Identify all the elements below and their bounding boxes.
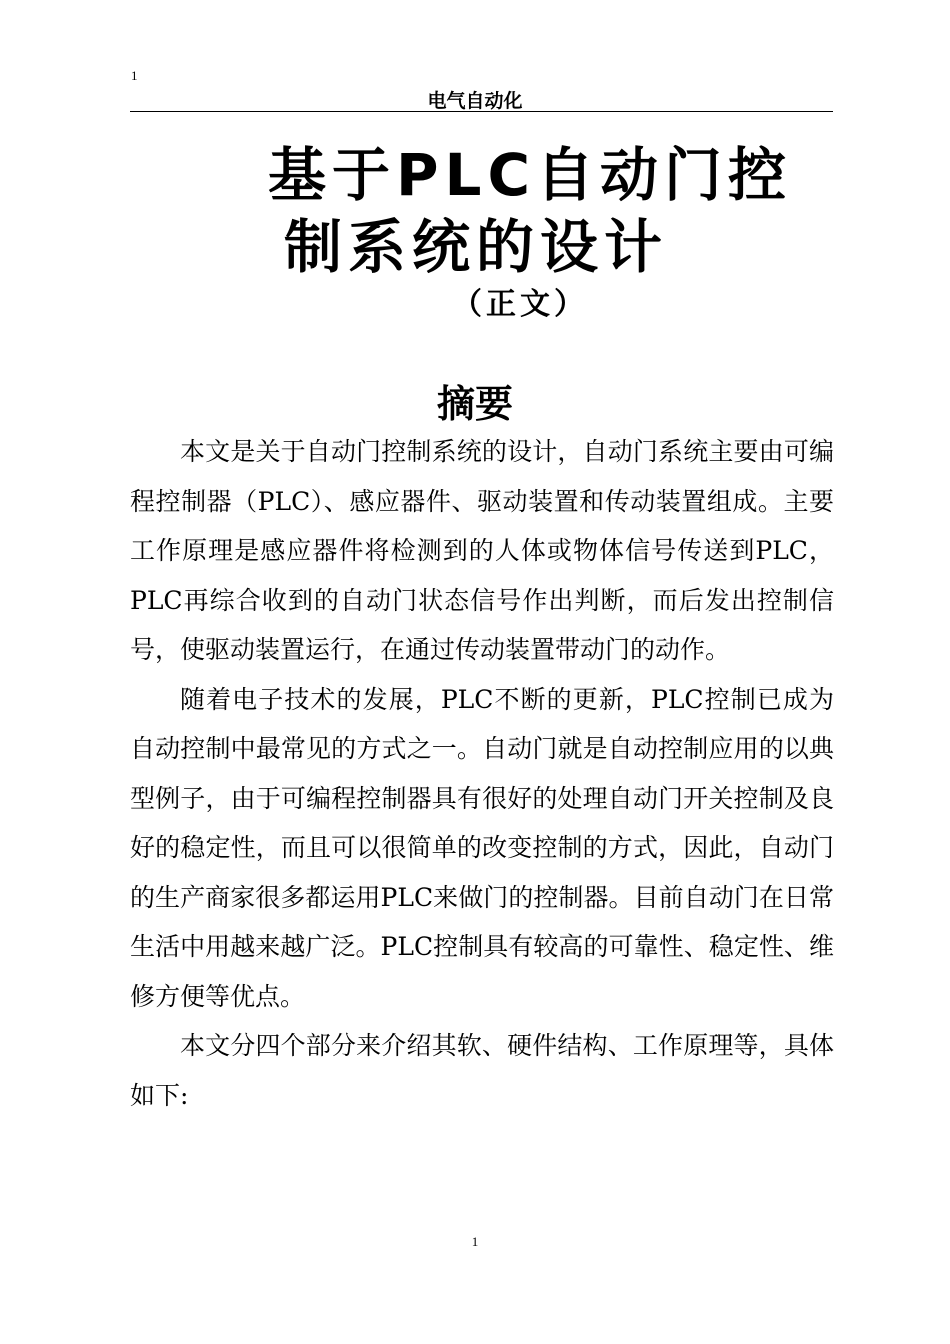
abstract-paragraph-1: 本文是关于自动门控制系统的设计，自动门系统主要由可编程控制器（PLC）、感应器件、驱动装置和传动装置组成。主要工作原理是感应器件将检测到的人体或物体信号传送到PLC，PLC再综合收到的自动门状态信号作出判断，而后发出控制信号，使驱动装置运行，在通过传动装置带动门的动作。 [130, 437, 834, 664]
document-subtitle: （正文） [452, 287, 588, 322]
abstract-heading: 摘要 [436, 381, 513, 426]
abstract-body [130, 427, 834, 1120]
document-title-line-1: 基于PLC自动门控 [268, 141, 793, 209]
document-title-line-2: 制系统的设计 [284, 213, 669, 281]
footer-page-number: 1 [471, 1234, 479, 1249]
header-page-number: 1 [131, 68, 138, 83]
header-divider [130, 111, 833, 112]
abstract-paragraph-2: 随着电子技术的发展，PLC不断的更新，PLC控制已成为自动控制中最常见的方式之一。自动门就是自动控制应用的以典型例子，由于可编程控制器具有很好的处理自动门开关控制及良好的稳定性，而且可以很简单的改变控制的方式，因此，自动门的生产商家很多都运用PLC来做门的控制器。目前自动门在日常生活中用越来越广泛。PLC控制具有较高的可靠性、稳定性、维修方便等优点。 [130, 684, 834, 1011]
abstract-paragraph-3: 本文分四个部分来介绍其软、硬件结构、工作原理等，具体如下: [130, 1031, 834, 1110]
running-header-title: 电气自动化 [427, 90, 523, 112]
